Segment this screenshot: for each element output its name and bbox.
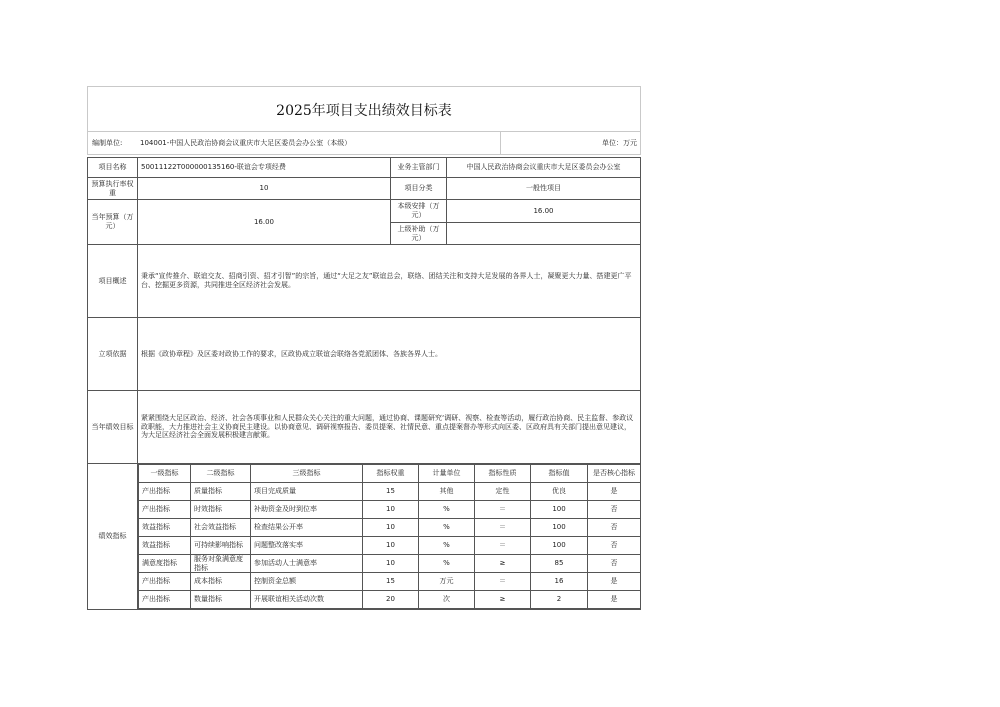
performance-target-sheet (87, 86, 640, 623)
upper-label: 上级补助（万元） (391, 223, 447, 245)
col-header-level3: 三级指标 (251, 465, 363, 483)
cell-level1: 产出指标 (139, 591, 191, 609)
cell-weight: 15 (363, 573, 419, 591)
cell-unit: % (419, 501, 475, 519)
cell-level2: 数量指标 (191, 591, 251, 609)
cell-core: 否 (588, 519, 641, 537)
cell-level1: 效益指标 (139, 519, 191, 537)
cell-level2: 时效指标 (191, 501, 251, 519)
project-name-value: 50011122T000000135160-联谊会专项经费 (138, 158, 391, 178)
cell-weight: 10 (363, 537, 419, 555)
table-row (139, 573, 641, 591)
cell-core: 是 (588, 573, 641, 591)
cell-unit: % (419, 537, 475, 555)
indicators-header-row (139, 465, 641, 483)
cell-level1: 产出指标 (139, 501, 191, 519)
basis-label: 立项依据 (88, 318, 138, 391)
cell-level3: 问题整改落实率 (251, 537, 363, 555)
cell-weight: 15 (363, 483, 419, 501)
cell-level3: 控制资金总额 (251, 573, 363, 591)
cell-level2: 可持续影响指标 (191, 537, 251, 555)
cell-value: 100 (531, 519, 588, 537)
cell-level2: 服务对象满意度指标 (191, 555, 251, 573)
header-row (87, 131, 641, 155)
cell-nature: ≥ (475, 555, 531, 573)
goal-text: 紧紧围绕大足区政治、经济、社会各项事业和人民群众关心关注的重大问题，通过协商、课题研究‘调研、视察、检查等活动，履行政治协商、民主监督、参政议政职能，大力推进社会主义协商民主建设。以协商意见、调研视察报告、委员提案、社情民意、重点提案督办等形式向区委、区政府具有关部门提出意见建议，为大足区经济社会全面发展积极建言献策。 (138, 391, 641, 464)
col-header-level2: 二级指标 (191, 465, 251, 483)
cell-level1: 满意度指标 (139, 555, 191, 573)
cell-value: 16 (531, 573, 588, 591)
cell-value: 2 (531, 591, 588, 609)
cell-unit: % (419, 555, 475, 573)
overview-label: 项目概述 (88, 245, 138, 318)
col-header-weight: 指标权重 (363, 465, 419, 483)
cell-value: 85 (531, 555, 588, 573)
cell-core: 否 (588, 501, 641, 519)
local-label: 本级安排（万元） (391, 200, 447, 223)
cell-core: 是 (588, 483, 641, 501)
table-row (139, 519, 641, 537)
org-value: 104001-中国人民政治协商会议重庆市大足区委员会办公室（本级） (140, 139, 352, 147)
cell-level3: 项目完成质量 (251, 483, 363, 501)
cell-level2: 社会效益指标 (191, 519, 251, 537)
cell-nature: 定性 (475, 483, 531, 501)
project-name-label: 项目名称 (88, 158, 138, 178)
upper-value (447, 223, 641, 245)
indicators-table (138, 464, 641, 609)
cell-unit: 次 (419, 591, 475, 609)
cell-nature: ＝ (475, 519, 531, 537)
weight-value: 10 (138, 178, 391, 200)
main-table (87, 157, 641, 610)
cell-value: 100 (531, 537, 588, 555)
col-header-value: 指标值 (531, 465, 588, 483)
cell-weight: 10 (363, 519, 419, 537)
cell-nature: ≥ (475, 591, 531, 609)
unit-label: 单位：万元 (602, 139, 637, 147)
col-header-level1: 一级指标 (139, 465, 191, 483)
category-value: 一般性项目 (447, 178, 641, 200)
cell-level1: 产出指标 (139, 483, 191, 501)
cell-core: 否 (588, 555, 641, 573)
cell-weight: 20 (363, 591, 419, 609)
cell-unit: 其他 (419, 483, 475, 501)
weight-label: 预算执行率权重 (88, 178, 138, 200)
cell-unit: 万元 (419, 573, 475, 591)
cell-nature: ＝ (475, 537, 531, 555)
table-row (139, 501, 641, 519)
local-value: 16.00 (447, 200, 641, 223)
col-header-core: 是否核心指标 (588, 465, 641, 483)
cell-value: 优良 (531, 483, 588, 501)
budget-label: 当年预算（万元） (88, 200, 138, 245)
cell-level3: 参加活动人士满意率 (251, 555, 363, 573)
category-label: 项目分类 (391, 178, 447, 200)
dept-value: 中国人民政治协商会议重庆市大足区委员会办公室 (447, 158, 641, 178)
basis-text: 根据《政协章程》及区委对政协工作的要求，区政协成立联谊会联络各党派团体、各族各界人士。 (138, 318, 641, 391)
org-label: 编制单位: (92, 139, 123, 147)
col-header-unit: 计量单位 (419, 465, 475, 483)
col-header-nature: 指标性质 (475, 465, 531, 483)
table-row (139, 555, 641, 573)
cell-unit: % (419, 519, 475, 537)
goal-label: 当年绩效目标 (88, 391, 138, 464)
cell-nature: ＝ (475, 501, 531, 519)
cell-level1: 产出指标 (139, 573, 191, 591)
table-row (139, 483, 641, 501)
dept-label: 业务主管部门 (391, 158, 447, 178)
cell-value: 100 (531, 501, 588, 519)
cell-weight: 10 (363, 501, 419, 519)
table-row (139, 537, 641, 555)
cell-weight: 10 (363, 555, 419, 573)
budget-value: 16.00 (138, 200, 391, 245)
cell-nature: ＝ (475, 573, 531, 591)
cell-core: 是 (588, 591, 641, 609)
table-row (139, 591, 641, 609)
cell-level3: 检查结果公开率 (251, 519, 363, 537)
overview-text: 秉承“宣传推介、联谊交友、招商引资、招才引智”的宗旨，通过“大足之友”联谊总会，联络、团结关注和支持大足发展的各界人士，凝聚更大力量、搭建更广平台、挖掘更多资源，共同推进全区经济社会发展。 (138, 245, 641, 318)
cell-level2: 质量指标 (191, 483, 251, 501)
cell-level2: 成本指标 (191, 573, 251, 591)
cell-core: 否 (588, 537, 641, 555)
cell-level3: 补助资金及时到位率 (251, 501, 363, 519)
cell-level3: 开展联谊相关活动次数 (251, 591, 363, 609)
sheet-title: 2025年项目支出绩效目标表 (87, 86, 641, 132)
indicators-label: 绩效指标 (88, 464, 138, 610)
cell-level1: 效益指标 (139, 537, 191, 555)
